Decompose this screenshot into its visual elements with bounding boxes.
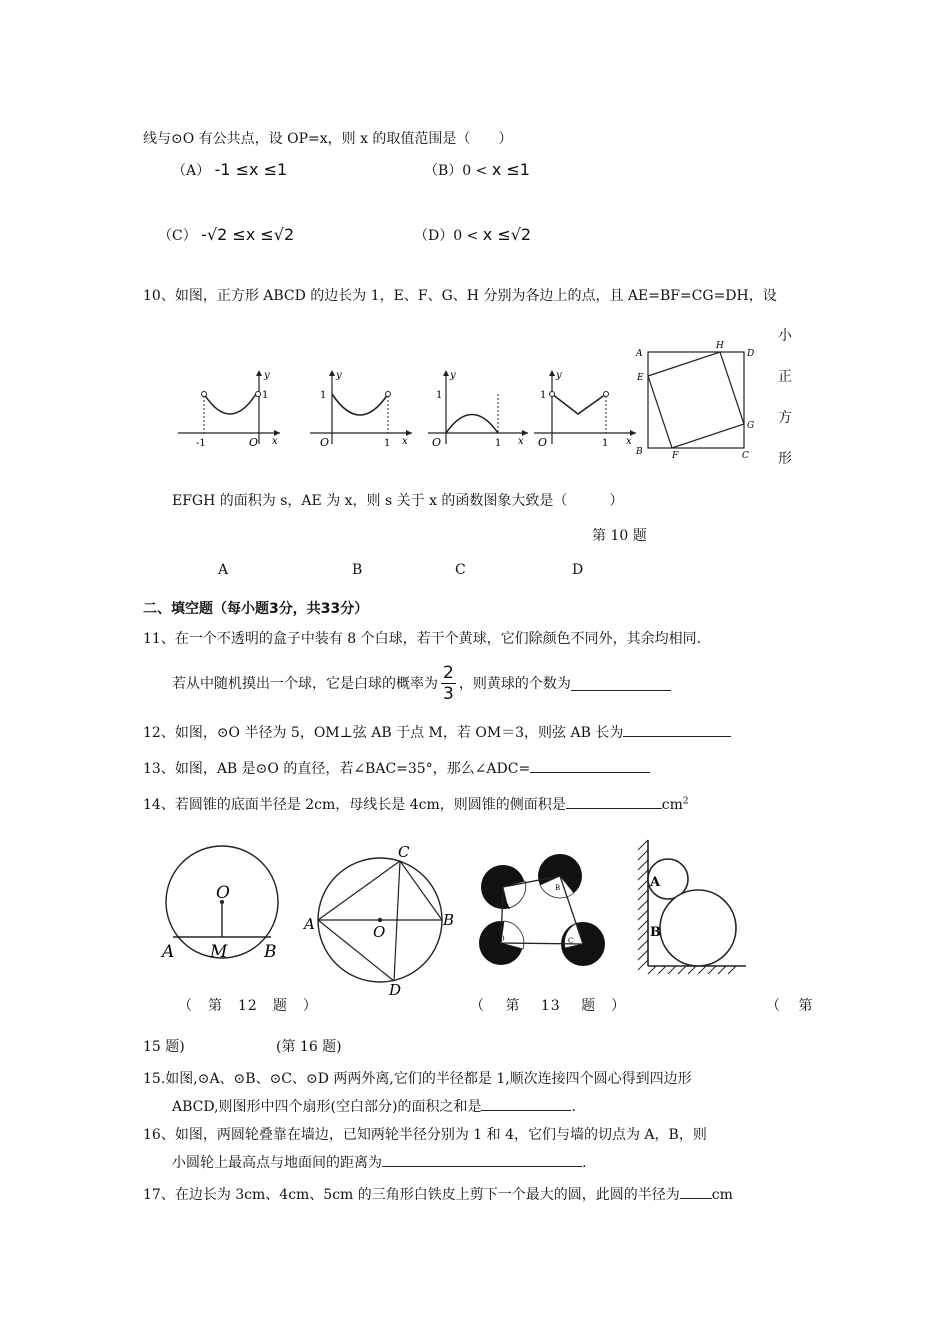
q15-end: . — [571, 1099, 576, 1115]
fig15-label-a: A — [505, 903, 511, 911]
q13-line — [143, 758, 650, 778]
fig12-circle — [160, 840, 290, 970]
square-label-b: B — [636, 447, 643, 457]
graph-c-x-label: x — [518, 436, 524, 447]
q17-line — [143, 1184, 733, 1204]
graph-b — [306, 366, 416, 448]
fig13-circle — [300, 843, 460, 998]
graph-a-tick-1: -1 — [196, 438, 206, 448]
q16-answer-blank[interactable] — [382, 1152, 582, 1167]
graph-c — [422, 366, 532, 448]
q11-text-post: ，则黄球的个数为 — [458, 676, 571, 692]
q17-text: 17、在边长为 3cm、4cm、5cm 的三角形白铁皮上剪下一个最大的圆，此圆的半径为 — [143, 1187, 680, 1203]
q9-option-a-label: （A） — [172, 163, 211, 179]
graph-d-tick-2: O — [538, 436, 548, 448]
graph-b-y-label: y — [336, 370, 342, 381]
q9-option-b-expr: x ≤1 — [491, 160, 530, 179]
fig12-label-b: B — [264, 942, 277, 962]
graph-c-tick-2: O — [432, 436, 442, 448]
caption-fig15-part2: 15 题) — [143, 1039, 185, 1055]
q16-line-1: 16、如图，两圆轮叠靠在墙边，已知两轮半径分别为 1 和 4，它们与墙的切点为 A，B，则 — [143, 1127, 707, 1143]
q12-answer-blank[interactable] — [623, 722, 731, 737]
q9-option-d-expr: x ≤√2 — [482, 225, 532, 244]
q10-side-char-4: 形 — [778, 451, 792, 467]
caption-fig13: （ 第 13 题 ） — [470, 998, 627, 1014]
q11-line-1: 11、在一个不透明的盒子中装有 8 个白球，若干个黄球，它们除颜色不同外，其余均相同. — [143, 631, 702, 647]
caption-fig12: （ 第 12 题 ） — [178, 998, 318, 1014]
q16-line-2 — [172, 1152, 586, 1172]
q11-fraction — [441, 663, 456, 704]
fig15-label-c: C — [568, 937, 574, 945]
q9-option-d — [414, 225, 531, 245]
q9-option-a — [172, 160, 287, 180]
square-label-e: E — [637, 373, 644, 383]
q14-answer-blank[interactable] — [566, 794, 662, 809]
q17-answer-blank[interactable] — [680, 1184, 712, 1199]
q9-option-d-label: （D）0 < — [414, 228, 479, 244]
fig16-label-a: A — [650, 875, 661, 890]
q9-option-b — [424, 160, 530, 180]
caption-fig16: (第 16 题) — [276, 1039, 342, 1055]
fig13-label-c: C — [398, 843, 410, 861]
square-label-g: G — [747, 421, 755, 431]
q9-option-c-expr: -√2 ≤x ≤√2 — [201, 225, 295, 244]
fig15-label-b: B — [555, 884, 561, 892]
graph-b-tick-1: 1 — [320, 390, 327, 401]
q10-side-char-1: 小 — [778, 328, 792, 344]
graph-b-tick-3: 1 — [384, 438, 391, 448]
q15-line-2 — [172, 1096, 576, 1116]
fig16-label-b: B — [650, 925, 661, 940]
fig12-label-o: O — [216, 883, 230, 903]
fig13-label-d: D — [389, 981, 402, 998]
q13-text: 13、如图，AB 是⊙O 的直径，若∠BAC=35°，那么∠ADC= — [143, 761, 531, 777]
q11-answer-blank[interactable] — [571, 676, 671, 691]
graph-a-y-label: y — [264, 370, 270, 381]
q15-line-1: 15.如图,⊙A、⊙B、⊙C、⊙D 两两外离,它们的半径都是 1,顺次连接四个圆心得到四边形 — [143, 1071, 692, 1087]
q11-text-pre: 若从中随机摸出一个球，它是白球的概率为 — [172, 676, 438, 692]
fig12-label-m: M — [210, 942, 228, 962]
graph-d — [530, 366, 640, 448]
graph-a-x-label: x — [272, 436, 278, 447]
q14-unit-sup: 2 — [682, 796, 689, 807]
q9-option-c — [158, 225, 294, 245]
fig16-wheels — [632, 836, 752, 976]
fig15-label-d: D — [499, 935, 505, 943]
q9-option-c-label: （C） — [158, 228, 197, 244]
q14-text: 14、若圆锥的底面半径是 2cm，母线长是 4cm，则圆锥的侧面积是 — [143, 797, 566, 813]
q14-unit: cm — [661, 797, 683, 813]
q15-answer-blank[interactable] — [481, 1096, 571, 1111]
q10-stem-2: EFGH 的面积为 s，AE 为 x，则 s 关于 x 的函数图象大致是（ ） — [172, 493, 624, 509]
q12-text: 12、如图，⊙O 半径为 5，OM⊥弦 AB 于点 M，若 OM＝3，则弦 AB 长为 — [143, 725, 624, 741]
q10-side-char-3: 方 — [778, 410, 792, 426]
q11-line-2 — [172, 660, 671, 706]
graph-b-tick-2: O — [320, 436, 330, 448]
graph-d-x-label: x — [626, 436, 632, 447]
graph-d-y-label: y — [556, 370, 562, 381]
fig13-label-b: B — [443, 911, 455, 929]
graph-letter-a: A — [218, 562, 229, 578]
square-label-f: F — [672, 451, 679, 460]
graph-letter-b: B — [352, 562, 363, 578]
q10-square-figure — [634, 340, 764, 460]
fig13-label-a: A — [304, 915, 315, 933]
section-title: 二、填空题（每小题3分，共33分） — [143, 601, 369, 617]
graph-a-tick-3: 1 — [262, 390, 269, 401]
graph-c-tick-3: 1 — [495, 438, 502, 448]
q9-stem: 线与⊙O 有公共点，设 OP=x，则 x 的取值范围是（ ） — [143, 131, 513, 147]
graph-d-tick-3: 1 — [602, 438, 609, 448]
square-label-a: A — [636, 349, 643, 359]
graph-b-x-label: x — [402, 436, 408, 447]
q16-end: . — [582, 1155, 587, 1171]
q10-side-char-2: 正 — [778, 369, 792, 385]
square-label-c: C — [742, 451, 749, 460]
caption-fig15-part1: （ 第 — [766, 998, 813, 1014]
q10-caption: 第 10 题 — [592, 528, 647, 544]
graph-letter-c: C — [455, 562, 466, 578]
q11-fraction-num: 2 — [443, 662, 454, 683]
graph-a-tick-2: O — [249, 436, 259, 448]
q10-stem: 10、如图，正方形 ABCD 的边长为 1，E、F、G、H 分别为各边上的点，且 AE=BF=CG=DH，设 — [143, 288, 777, 304]
q14-line — [143, 794, 689, 814]
square-label-d: D — [747, 349, 755, 359]
q9-option-b-label: （B）0 < — [424, 163, 488, 179]
q15-text: ABCD,则图形中四个扇形(空白部分)的面积之和是 — [172, 1099, 482, 1115]
graph-a — [172, 366, 282, 448]
q13-answer-blank[interactable] — [530, 758, 650, 773]
q12-line — [143, 722, 731, 742]
q11-fraction-den: 3 — [443, 683, 454, 704]
q9-option-a-expr: -1 ≤x ≤1 — [214, 160, 288, 179]
q17-unit: cm — [711, 1187, 733, 1203]
graph-c-y-label: y — [450, 370, 456, 381]
fig15-four-circles — [478, 850, 608, 970]
graph-c-tick-1: 1 — [436, 390, 443, 401]
graph-letter-d: D — [572, 562, 584, 578]
square-label-h: H — [716, 341, 724, 351]
fig13-label-o: O — [373, 923, 386, 941]
fig12-label-a: A — [162, 942, 175, 962]
q16-text: 小圆轮上最高点与地面间的距离为 — [172, 1155, 382, 1171]
graph-d-tick-1: 1 — [540, 390, 547, 401]
